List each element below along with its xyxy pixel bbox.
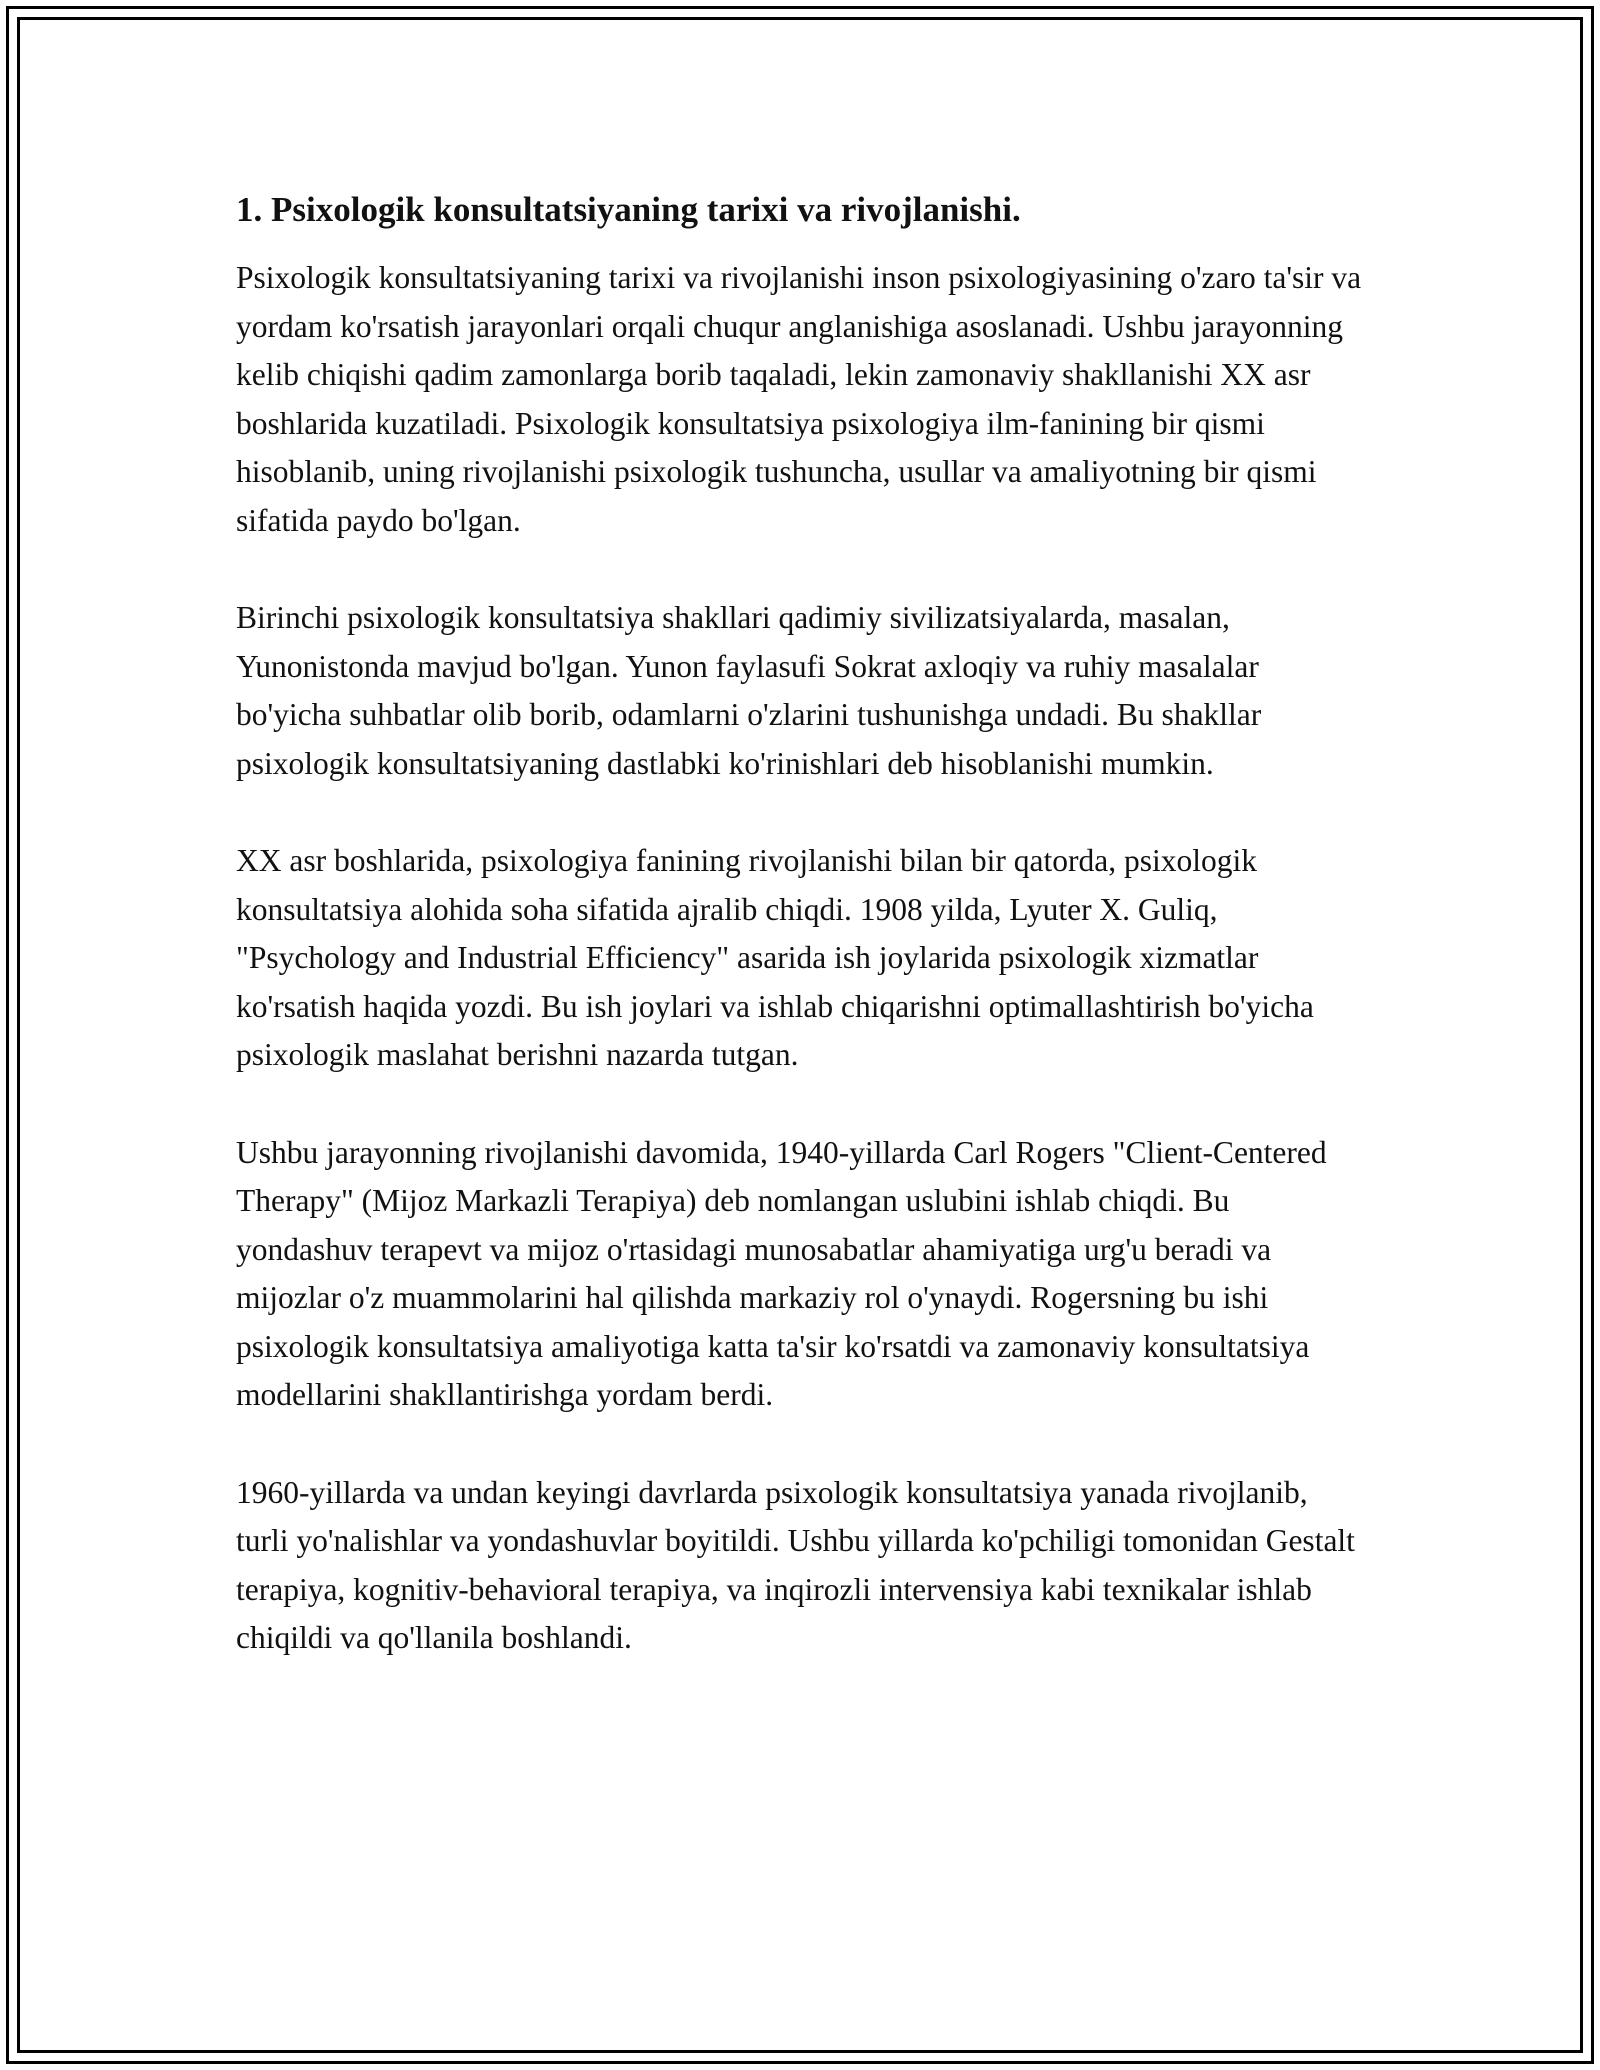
paragraph-4: Ushbu jarayonning rivojlanishi davomida, 1940-yillarda Carl Rogers "Client-Centered Therapy" (Mijoz Markazli Terapiya) deb nomlangan uslubini ishlab chiqdi. Bu yondashuv terapevt va mijoz o'rtasidagi munosabatlar ahamiyatiga urg'u beradi va mijozlar o'z muammolarini hal qilishda markaziy rol o'ynaydi. Rogersning bu ishi psixologik konsultatsiya amaliyotiga katta ta'sir ko'rsatdi va zamonaviy konsultatsiya modellarini shakllantirishga yordam berdi. xyxy=(236,1134,1327,1412)
paragraph-3: XX asr boshlarida, psixologiya fanining rivojlanishi bilan bir qatorda, psixologik konsultatsiya alohida soha sifatida ajralib chiqdi. 1908 yilda, Lyuter X. Guliq, "Psychology and Industrial Efficiency" asarida ish joylarida psixologik xizmatlar ko'rsatish haqida yozdi. Bu ish joylari va ishlab chiqarishni optimallashtirish bo'yicha psixologik maslahat berishni nazarda tutgan. xyxy=(236,843,1314,1072)
paragraph-5: 1960-yillarda va undan keyingi davrlarda psixologik konsultatsiya yanada rivojlanib, turli yo'nalishlar va yondashuvlar boyitildi. Ushbu yillarda ko'pchiligi tomonidan Gestalt terapiya, kognitiv-behavioral terapiya, va inqirozli intervensiya kabi texnikalar ishlab chiqildi va qo'llanila boshlandi. xyxy=(236,1474,1355,1655)
paragraph-1: Psixologik konsultatsiyaning tarixi va rivojlanishi inson psixologiyasining o'zaro ta'sir va yordam ko'rsatish jarayonlari orqali chuqur anglanishiga asoslanadi. Ushbu jarayonning kelib chiqishi qadim zamonlarga borib taqaladi, lekin zamonaviy shakllanishi XX asr boshlarida kuzatiladi. Psixologik konsultatsiya psixologiya ilm-fanining bir qismi hisoblanib, uning rivojlanishi psixologik tushuncha, usullar va amaliyotning bir qismi sifatida paydo bo'lgan. xyxy=(236,260,1362,538)
document-body xyxy=(236,188,1366,1712)
paragraph-2: Birinchi psixologik konsultatsiya shakllari qadimiy sivilizatsiyalarda, masalan, Yunonistonda mavjud bo'lgan. Yunon faylasufi Sokrat axloqiy va ruhiy masalalar bo'yicha suhbatlar olib borib, odamlarni o'zlarini tushunishga undadi. Bu shakllar psixologik konsultatsiyaning dastlabki ko'rinishlari deb hisoblanishi mumkin. xyxy=(236,600,1262,781)
section-heading: 1. Psixologik konsultatsiyaning tarixi va rivojlanishi. xyxy=(236,190,1021,229)
